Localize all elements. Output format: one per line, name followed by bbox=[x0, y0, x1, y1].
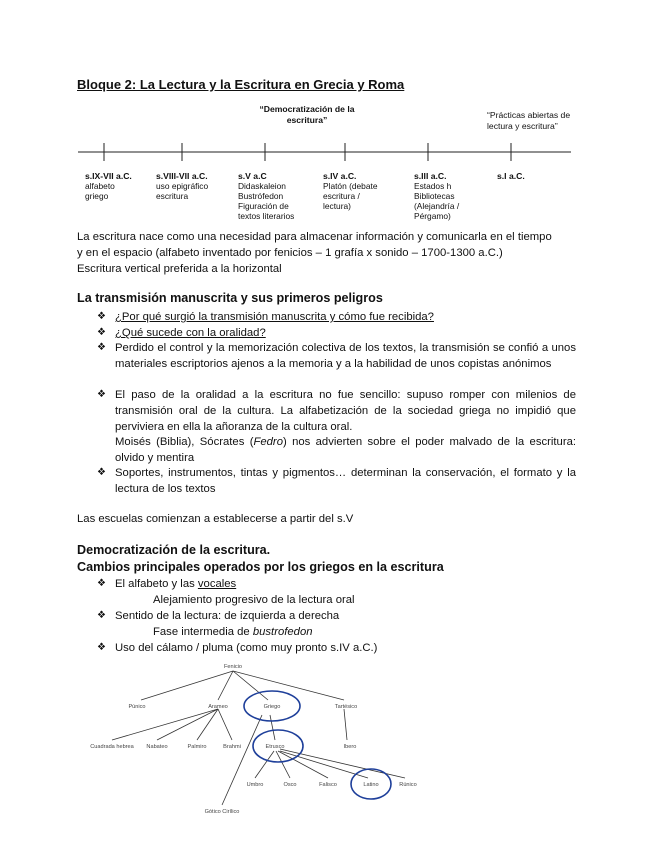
tree-node: Latino bbox=[363, 782, 379, 788]
bullet-text: Moisés (Biblia), Sócrates ( bbox=[115, 436, 254, 448]
timeline-period bbox=[238, 171, 313, 221]
tree-node: Brahmi bbox=[223, 744, 241, 750]
tree-node: Griego bbox=[263, 704, 281, 710]
diamond-bullet-icon: ❖ bbox=[97, 389, 106, 400]
sub-item: Alejamiento progresivo de la lectura oral bbox=[153, 594, 355, 606]
tree-node: Ibero bbox=[343, 744, 357, 750]
tree-node: Tartésico bbox=[334, 704, 358, 710]
bullet-continuation bbox=[115, 434, 576, 466]
diamond-bullet-icon: ❖ bbox=[97, 610, 106, 621]
bullet-text: El alfabeto y las bbox=[115, 578, 198, 590]
intro-line: y en el espacio (alfabeto inventado por fenicios – 1 grafía x sonido – 1700-1300 a.C.) bbox=[77, 247, 503, 259]
section-heading: La transmisión manuscrita y sus primeros peligros bbox=[77, 291, 383, 305]
bullet-text: Sentido de la lectura: de izquierda a derecha bbox=[115, 610, 340, 622]
bullet-text: ) nos advierten sobre el poder malvado de la escritura: olvido y mentira bbox=[115, 436, 577, 464]
timeline-period-label: s.VIII-VII a.C. bbox=[156, 171, 208, 181]
timeline-period-label: s.I a.C. bbox=[497, 171, 525, 181]
emphasis-text: bustrofedon bbox=[252, 626, 313, 638]
timeline-period bbox=[323, 171, 393, 211]
intro-paragraph bbox=[77, 229, 582, 277]
tree-node: Nabateo bbox=[146, 744, 168, 750]
schools-text: Las escuelas comienzan a establecerse a partir del s.V bbox=[77, 513, 354, 525]
timeline-period bbox=[497, 171, 557, 181]
tree-node: Fenicio bbox=[223, 664, 243, 670]
tree-node: Umbro bbox=[246, 782, 264, 788]
question-link[interactable]: ¿Qué sucede con la oralidad? bbox=[115, 327, 266, 339]
timeline-period-desc: alfabeto griego bbox=[85, 181, 115, 201]
timeline-period-desc: Didaskaleion Bustrófedon Figuración de textos literarios bbox=[238, 181, 295, 221]
section-heading: Cambios principales operados por los griegos en la escritura bbox=[77, 560, 444, 574]
question-link[interactable]: ¿Por qué surgió la transmisión manuscrita y cómo fue recibida? bbox=[115, 311, 434, 323]
timeline-period-label: s.V a.C bbox=[238, 171, 267, 181]
timeline-period-desc: Estados h Bibliotecas (Alejandría / Pérgamo) bbox=[414, 181, 460, 221]
tree-node: Arameo bbox=[208, 704, 228, 710]
alphabet-tree-diagram bbox=[0, 655, 655, 825]
timeline-period-desc: uso epigráfico escritura bbox=[156, 181, 209, 201]
diamond-bullet-icon: ❖ bbox=[97, 467, 106, 478]
tree-node: Cuadrada hebrea bbox=[90, 744, 134, 750]
timeline-period-label: s.IV a.C. bbox=[323, 171, 357, 181]
diamond-bullet-icon: ❖ bbox=[97, 327, 106, 338]
timeline-annotation-top: “Democratización de la escritura” bbox=[259, 104, 355, 125]
tree-node: Palmiro bbox=[187, 744, 207, 750]
tree-node: Gótico Cirílico bbox=[204, 809, 240, 815]
bullet-text: Perdido el control y la memorización colectiva de los textos, la transmisión se confió a unos materiales escriptorios ajenos a la memoria y a la habilidad de unos copistas anónimos bbox=[115, 342, 576, 370]
tree-node: Osco bbox=[283, 782, 297, 788]
bullet-text: El paso de la oralidad a la escritura no fue sencillo: supuso romper con milenios de transmisión oral de la cultura. La alfabetización de la sociedad griega no impidió que perviviera en ella la añoranza de la cultura oral. bbox=[115, 389, 576, 433]
diamond-bullet-icon: ❖ bbox=[97, 311, 106, 322]
timeline-axis bbox=[0, 0, 655, 200]
timeline-period bbox=[85, 171, 155, 201]
sub-item bbox=[153, 624, 313, 640]
intro-line: Escritura vertical preferida a la horizontal bbox=[77, 263, 282, 275]
timeline-period bbox=[156, 171, 236, 201]
timeline-period-desc: Platón (debate escritura / lectura) bbox=[323, 181, 378, 211]
diamond-bullet-icon: ❖ bbox=[97, 642, 106, 653]
bullet-text: Soportes, instrumentos, tintas y pigmentos… determinan la conservación, el formato y la lectura de los textos bbox=[115, 467, 576, 495]
section-heading: Democratización de la escritura. bbox=[77, 543, 271, 557]
timeline-period bbox=[414, 171, 476, 221]
emphasis-text: Fedro bbox=[253, 436, 283, 448]
bullet-text: Uso del cálamo / pluma (como muy pronto s.IV a.C.) bbox=[115, 642, 378, 654]
tree-node: Etrusco bbox=[265, 744, 285, 750]
diamond-bullet-icon: ❖ bbox=[97, 578, 106, 589]
timeline-annotation-right: “Prácticas abiertas de lectura y escritura” bbox=[487, 110, 571, 131]
tree-node: Rúnico bbox=[399, 782, 417, 788]
tree-node: Púnico bbox=[128, 704, 146, 710]
underlined-text: vocales bbox=[197, 578, 237, 590]
timeline-period-label: s.IX-VII a.C. bbox=[85, 171, 132, 181]
tree-node: Falisco bbox=[319, 782, 337, 788]
page-title: Bloque 2: La Lectura y la Escritura en Grecia y Roma bbox=[77, 77, 405, 92]
timeline-period-label: s.III a.C. bbox=[414, 171, 447, 181]
sub-item-text: Fase intermedia de bbox=[153, 626, 253, 638]
intro-line: La escritura nace como una necesidad para almacenar información y comunicarla en el tiempo bbox=[77, 231, 552, 243]
diamond-bullet-icon: ❖ bbox=[97, 342, 106, 353]
